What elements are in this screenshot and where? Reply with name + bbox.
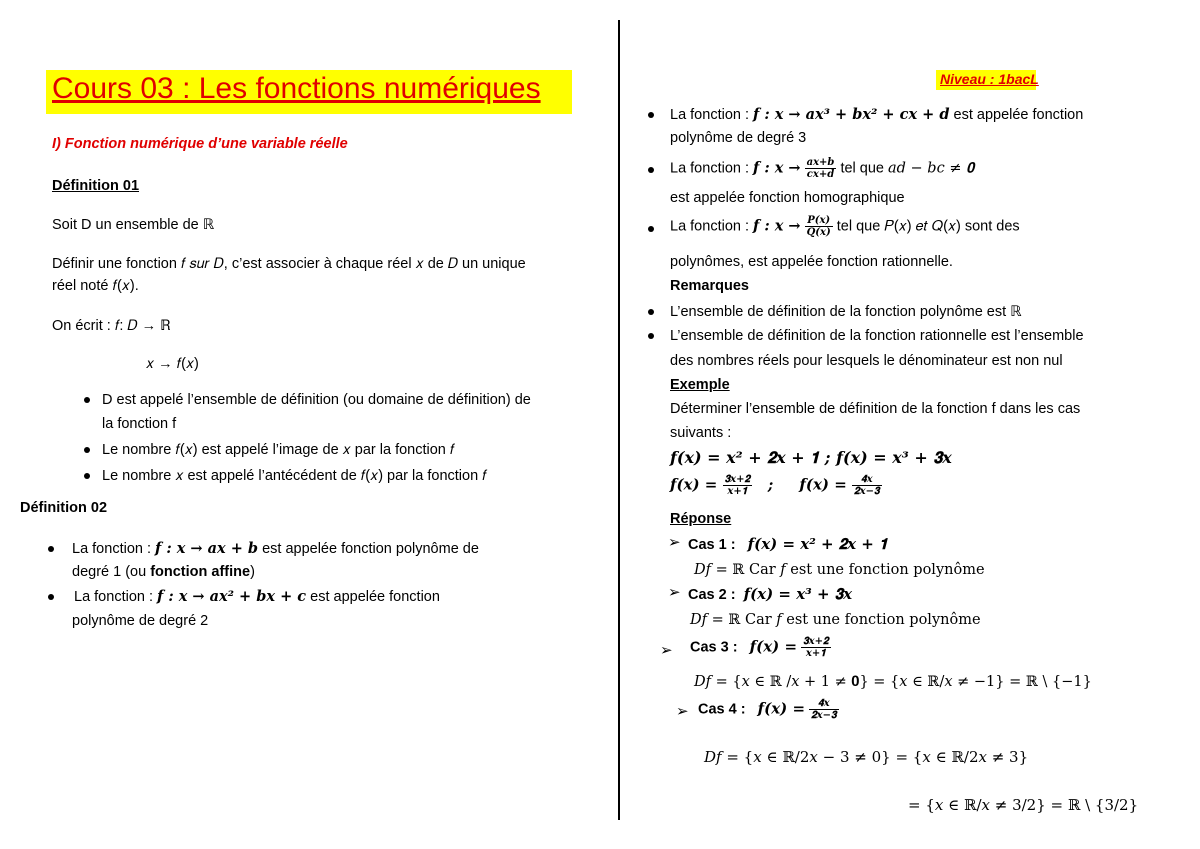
on-ecrit: On écrit : 𝑓: 𝐷 → ℝ xyxy=(52,318,171,334)
bullet-icon xyxy=(648,112,654,118)
reponse-heading: Réponse xyxy=(670,511,732,527)
case-4-domain-continued: = {𝑥 ∈ ℝ/𝑥 ≠ 3/2} = ℝ \ {3/2} xyxy=(908,796,1139,814)
bullet-domain-line-2: la fonction f xyxy=(102,416,177,432)
definition-2-title: Définition 02 xyxy=(20,500,108,516)
bullet-domain-line-1: D est appelé l’ensemble de définition (ou domaine de définition) de xyxy=(102,392,531,408)
remark-2-line-1: L’ensemble de définition de la fonction rationnelle est l’ensemble xyxy=(670,328,1084,344)
column-divider xyxy=(618,20,620,820)
exemple-line-2: suivants : xyxy=(670,425,732,441)
exemple-line-1: Déterminer l’ensemble de définition de la fonction f dans les cas xyxy=(670,401,1081,417)
arrow-bullet-icon: ➢ xyxy=(668,534,681,551)
page-title: Cours 03 : Les fonctions numériques xyxy=(52,72,541,105)
rational-line-1: La fonction : 𝒇 : 𝒙 → $\frac{\text{𝑷(𝒙)}}{\text{𝑸(𝒙)}}$ tel que 𝑃(𝑥) 𝑒𝑡 𝑄(𝑥) sont des xyxy=(670,215,1020,238)
bullet-image: Le nombre 𝑓(𝑥) est appelé l’image de 𝑥 par la fonction 𝑓 xyxy=(102,442,455,458)
mapping-line: 𝑥 → 𝑓(𝑥) xyxy=(146,356,199,372)
def2-bullet-1-line-2: degré 1 (ou fonction affine) xyxy=(72,564,255,580)
definir-line-2: réel noté 𝑓(𝑥). xyxy=(52,278,139,294)
def2-bullet-2-line-2: polynôme de degré 2 xyxy=(72,613,209,629)
bullet-icon xyxy=(84,473,90,479)
section-heading: I) Fonction numérique d’une variable réelle xyxy=(52,136,348,152)
bullet-icon xyxy=(648,226,654,232)
bullet-icon xyxy=(648,309,654,315)
level-label: Niveau : 1bacL xyxy=(940,71,1039,87)
bullet-icon xyxy=(648,167,654,173)
bullet-antecedent: Le nombre 𝑥 est appelé l’antécédent de 𝑓(𝑥) par la fonction 𝑓 xyxy=(102,468,487,484)
bullet-icon xyxy=(48,546,54,552)
def2-bullet-2-line-1: La fonction : 𝒇 : 𝒙 → 𝒂𝒙² + 𝒃𝒙 + 𝒄 est appelée fonction xyxy=(74,588,440,605)
homographic-line-1: La fonction : 𝒇 : 𝒙 → $\frac{\text{𝒂𝒙+𝒃}}{\text{𝒄𝒙+𝒅}}$ tel que 𝑎𝑑 − 𝑏𝑐 ≠ 𝟎 xyxy=(670,157,975,180)
remarques-heading: Remarques xyxy=(670,278,749,294)
definition-1-title: Définition 01 xyxy=(52,178,140,194)
definir-line-1: Définir une fonction 𝑓 𝑠𝑢𝑟 𝐷, c’est associer à chaque réel 𝑥 de 𝐷 un unique xyxy=(52,256,526,272)
case-3: Cas 3 : 𝒇(𝒙) = $\frac{\text{𝟑𝒙+𝟐}}{\text{𝒙+𝟏}}$ xyxy=(690,636,829,659)
rational-line-2: polynômes, est appelée fonction rationnelle. xyxy=(670,254,953,270)
arrow-bullet-icon: ➢ xyxy=(660,642,673,659)
case-3-domain: 𝐷𝑓 = {𝑥 ∈ ℝ /𝑥 + 1 ≠ 𝟎} = {𝑥 ∈ ℝ/𝑥 ≠ −1} = ℝ \ {−1} xyxy=(694,674,1092,690)
case-2-domain: 𝐷𝑓 = ℝ Car 𝑓 est une fonction polynôme xyxy=(690,612,981,628)
def2-bullet-1-line-1: La fonction : 𝒇 : 𝒙 → 𝒂𝒙 + 𝒃 est appelée fonction polynôme de xyxy=(72,540,479,557)
bullet-icon xyxy=(648,333,654,339)
exemple-heading: Exemple xyxy=(670,377,730,393)
soit-text: Soit D un ensemble de ℝ xyxy=(52,217,215,233)
arrow-bullet-icon: ➢ xyxy=(676,703,689,720)
bullet-icon xyxy=(48,594,54,600)
case-1: Cas 1 : 𝒇(𝒙) = 𝒙² + 𝟐𝒙 + 𝟏 xyxy=(688,535,888,553)
poly3-line-2: polynôme de degré 3 xyxy=(670,130,807,146)
homographic-line-2: est appelée fonction homographique xyxy=(670,190,905,206)
example-functions-2: 𝒇(𝒙) = $\frac{\text{𝟑𝒙+𝟐}}{\text{𝒙+𝟏}}$ ; 𝒇(𝒙) = $\frac{\text{𝟒𝒙}}{\text{𝟐𝒙−𝟑}}$ xyxy=(670,474,880,497)
case-4: Cas 4 : 𝒇(𝒙) = $\frac{\text{𝟒𝒙}}{\text{𝟐𝒙−𝟑}}$ xyxy=(698,698,837,721)
bullet-icon xyxy=(84,397,90,403)
remark-2-line-2: des nombres réels pour lesquels le dénominateur est non nul xyxy=(670,353,1063,369)
bullet-icon xyxy=(84,447,90,453)
case-1-domain: 𝐷𝑓 = ℝ Car 𝑓 est une fonction polynôme xyxy=(694,562,985,578)
poly3-line-1: La fonction : 𝒇 : 𝒙 → 𝒂𝒙³ + 𝒃𝒙² + 𝒄𝒙 + 𝒅 est appelée fonction xyxy=(670,106,1084,123)
example-functions-1: 𝒇(𝒙) = 𝒙² + 𝟐𝒙 + 𝟏 ; 𝒇(𝒙) = 𝒙³ + 𝟑𝒙 xyxy=(670,448,952,467)
arrow-bullet-icon: ➢ xyxy=(668,584,681,601)
case-4-domain: 𝐷𝑓 = {𝑥 ∈ ℝ/2𝑥 − 3 ≠ 0} = {𝑥 ∈ ℝ/2𝑥 ≠ 3} xyxy=(704,748,1029,766)
remark-1: L’ensemble de définition de la fonction polynôme est ℝ xyxy=(670,304,1022,320)
case-2: Cas 2 : 𝒇(𝒙) = 𝒙³ + 𝟑𝒙 xyxy=(688,585,853,603)
